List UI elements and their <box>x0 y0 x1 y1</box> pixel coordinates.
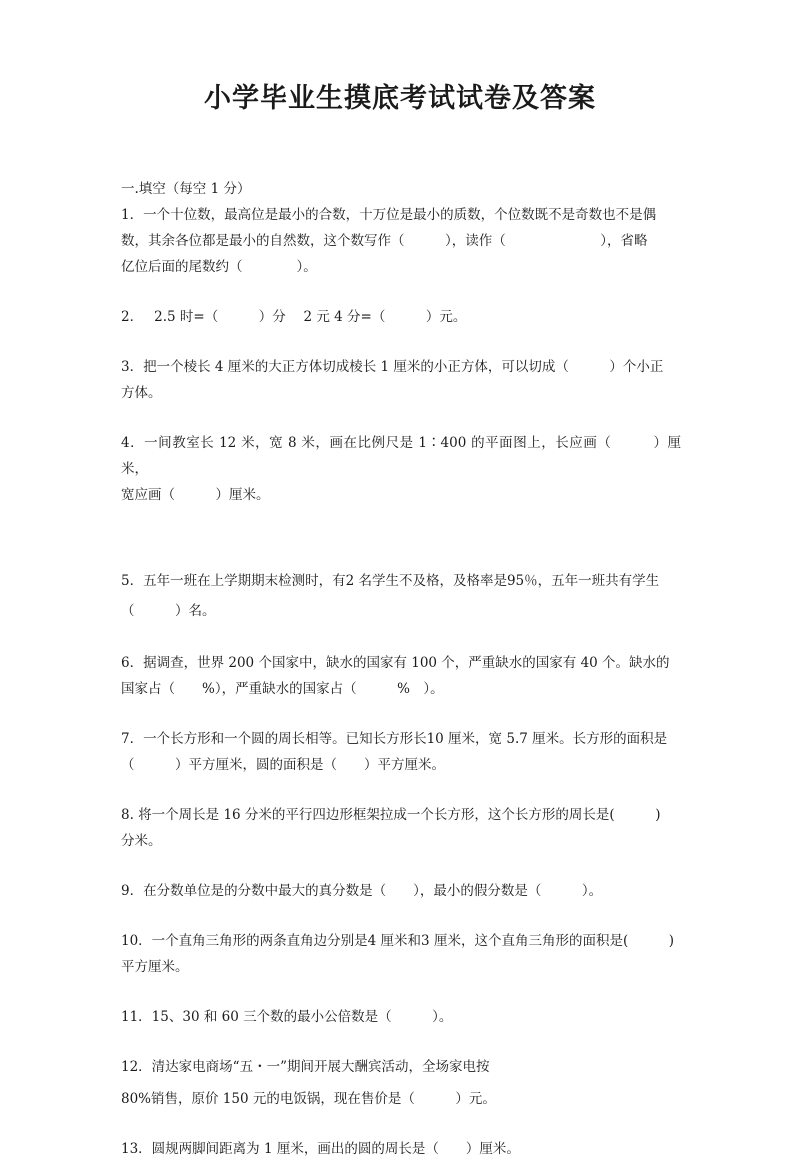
question-line: 宽应画（ ）厘米。 <box>121 487 270 503</box>
question-line: 13．圆规两脚间距离为 1 厘米，画出的圆的周长是（ ）厘米。 <box>121 1141 520 1157</box>
question-10 <box>121 928 681 980</box>
question-line: 12．清达家电商场“五・一”期间开展大酬宾活动，全场家电按 <box>121 1059 490 1075</box>
question-line: 8. 将一个周长是 16 分米的平行四边形框架拉成一个长方形，这个长方形的周长是( ) <box>121 807 661 823</box>
question-line: 5．五年一班在上学期期末检测时，有2 名学生不及格，及格率是95％，五年一班共有学生 <box>121 573 660 589</box>
page-title: 小学毕业生摸底考试试卷及答案 <box>204 83 596 114</box>
question-8 <box>121 802 681 854</box>
question-1 <box>121 202 681 280</box>
question-6 <box>121 650 681 702</box>
question-line: 80%销售，原价 150 元的电饭锅，现在售价是（ ）元。 <box>121 1091 496 1107</box>
question-9 <box>121 878 681 904</box>
question-line: 6．据调查，世界 200 个国家中，缺水的国家有 100 个，严重缺水的国家有 40 个。缺水的 <box>121 655 670 671</box>
question-line: 方体。 <box>121 385 162 401</box>
question-line: 11．15、30 和 60 三个数的最小公倍数是（ ）。 <box>121 1009 453 1025</box>
question-13 <box>121 1136 681 1162</box>
question-line: 亿位后面的尾数约（ ）。 <box>121 259 317 275</box>
question-line: 4．一间教室长 12 米，宽 8 米，画在比例尺是 1∶400 的平面图上，长应画（ ）厘米， <box>121 435 681 477</box>
question-line: 9．在分数单位是的分数中最大的真分数是（ ），最小的假分数是（ ）。 <box>121 883 603 899</box>
question-line: 1．一个十位数，最高位是最小的合数，十万位是最小的质数，个位数既不是奇数也不是偶 <box>121 207 657 223</box>
question-11 <box>121 1004 681 1030</box>
question-line: 3．把一个棱长 4 厘米的大正方体切成棱长 1 厘米的小正方体，可以切成（ ）个小正 <box>121 359 664 375</box>
question-line: 平方厘米。 <box>121 959 189 975</box>
question-line: （ ）平方厘米，圆的面积是（ ）平方厘米。 <box>121 757 445 773</box>
question-line: 国家占（ %），严重缺水的国家占（ % ）。 <box>121 681 444 697</box>
question-7 <box>121 726 681 778</box>
exam-content <box>121 176 681 1162</box>
section-heading: 一.填空（每空 1 分） <box>121 181 251 197</box>
question-line: 2． 2.5 时=（ ）分 2 元 4 分=（ ）元。 <box>121 309 467 325</box>
question-line: （ ）名。 <box>121 603 216 619</box>
question-line: 数，其余各位都是最小的自然数，这个数写作（ ），读作（ ），省略 <box>121 233 648 249</box>
question-3 <box>121 354 681 406</box>
question-line: 分米。 <box>121 833 162 849</box>
question-5 <box>121 566 681 626</box>
question-2 <box>121 304 681 330</box>
question-4 <box>121 430 681 508</box>
question-line: 10．一个直角三角形的两条直角边分别是4 厘米和3 厘米，这个直角三角形的面积是( ) <box>121 933 674 949</box>
question-line: 7．一个长方形和一个圆的周长相等。已知长方形长10 厘米，宽 5.7 厘米。长方形的面积是 <box>121 731 668 747</box>
question-12 <box>121 1054 681 1112</box>
